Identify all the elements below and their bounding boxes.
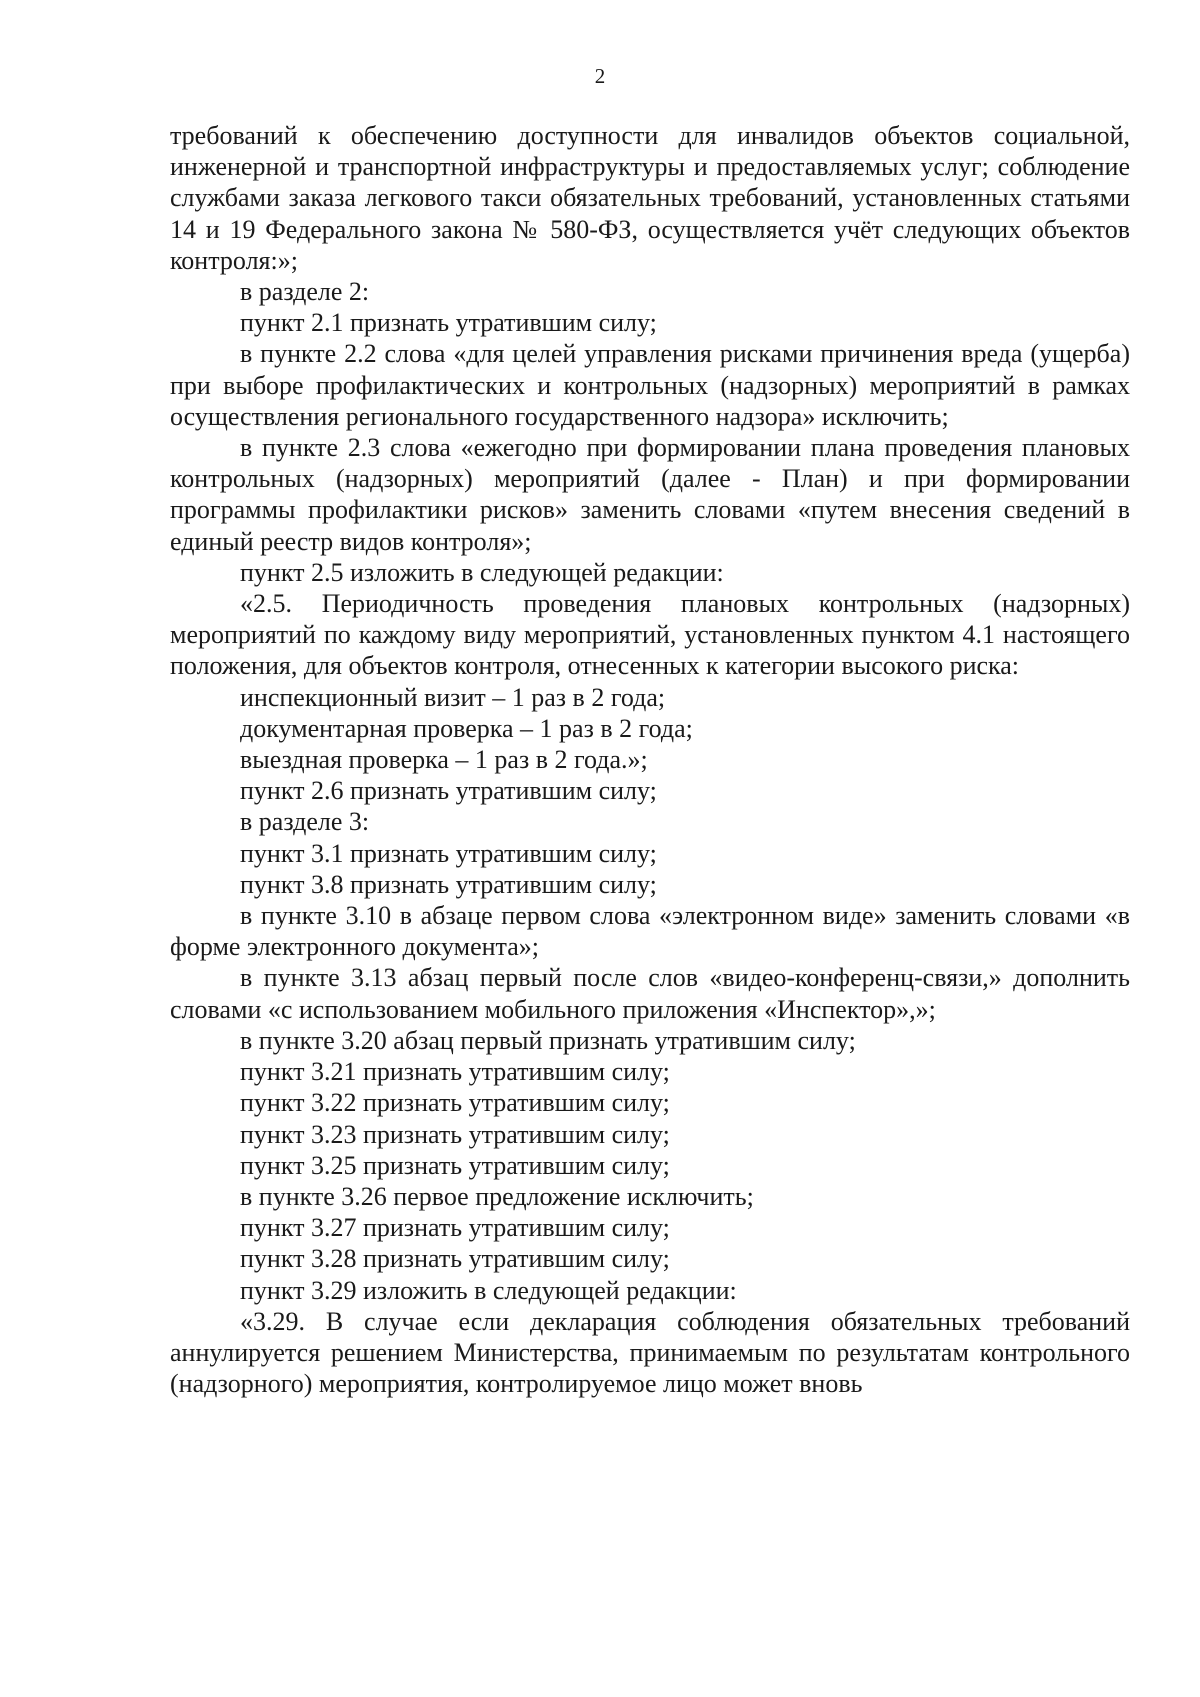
paragraph: в пункте 3.13 абзац первый после слов «видео-конференц-связи,» дополнить словами «с использованием мобильного приложения «Инспектор»,»; <box>170 963 1130 1024</box>
paragraph: пункт 2.1 признать утратившим силу; <box>240 308 657 338</box>
paragraph: «2.5. Периодичность проведения плановых контрольных (надзорных) мероприятий по каждому виду мероприятий, установленных пунктом 4.1 настоящего положения, для объектов контроля, отнесенных к категории высокого риска: <box>170 589 1130 681</box>
paragraph: в пункте 3.10 в абзаце первом слова «электронном виде» заменить словами «в форме электронного документа»; <box>170 901 1130 962</box>
paragraph: в разделе 3: <box>240 807 370 837</box>
paragraph: пункт 3.1 признать утратившим силу; <box>240 838 657 868</box>
paragraph: пункт 3.8 признать утратившим силу; <box>240 869 657 899</box>
paragraph: пункт 3.22 признать утратившим силу; <box>240 1088 670 1118</box>
paragraph: «3.29. В случае если декларация соблюдения обязательных требований аннулируется решением Министерства, принимаемым по результатам контрольного (надзорного) мероприятия, контролируемое лицо может вновь <box>170 1306 1130 1399</box>
paragraph: в пункте 3.20 абзац первый признать утратившим силу; <box>240 1025 856 1055</box>
paragraph: выездная проверка – 1 раз в 2 года.»; <box>240 745 648 775</box>
page-number: 2 <box>594 64 606 88</box>
paragraph: пункт 2.6 признать утратившим силу; <box>240 776 657 806</box>
paragraph: в пункте 2.3 слова «ежегодно при формировании плана проведения плановых контрольных (надзорных) мероприятий (далее - План) и при формировании программы профилактики рисков» заменить словами «путем внесения сведений в единый реестр видов контроля»; <box>170 433 1130 556</box>
paragraph: пункт 3.23 признать утратившим силу; <box>240 1119 670 1149</box>
paragraph: пункт 3.27 признать утратившим силу; <box>240 1213 670 1243</box>
paragraph: документарная проверка – 1 раз в 2 года; <box>240 713 693 743</box>
paragraph: в разделе 2: <box>240 277 370 307</box>
paragraph: пункт 3.29 изложить в следующей редакции: <box>240 1275 737 1305</box>
paragraph: пункт 3.21 признать утратившим силу; <box>240 1057 670 1087</box>
paragraph: пункт 3.28 признать утратившим силу; <box>240 1244 670 1274</box>
document-body <box>170 120 1130 1399</box>
paragraph: пункт 3.25 признать утратившим силу; <box>240 1150 670 1180</box>
paragraph: инспекционный визит – 1 раз в 2 года; <box>240 682 666 712</box>
paragraph: пункт 2.5 изложить в следующей редакции: <box>240 557 724 587</box>
paragraph: в пункте 3.26 первое предложение исключить; <box>240 1181 754 1211</box>
paragraph: в пункте 2.2 слова «для целей управления рисками причинения вреда (ущерба) при выборе профилактических и контрольных (надзорных) мероприятий в рамках осуществления регионального государственного надзора» исключить; <box>170 339 1130 431</box>
paragraph-continuation: требований к обеспечению доступности для инвалидов объектов социальной, инженерной и транспортной инфраструктуры и предоставляемых услуг; соблюдение службами заказа легкового такси обязательных требований, установленных статьями 14 и 19 Федерального закона № 580-ФЗ, осуществляется учёт следующих объектов контроля:»; <box>170 121 1130 275</box>
